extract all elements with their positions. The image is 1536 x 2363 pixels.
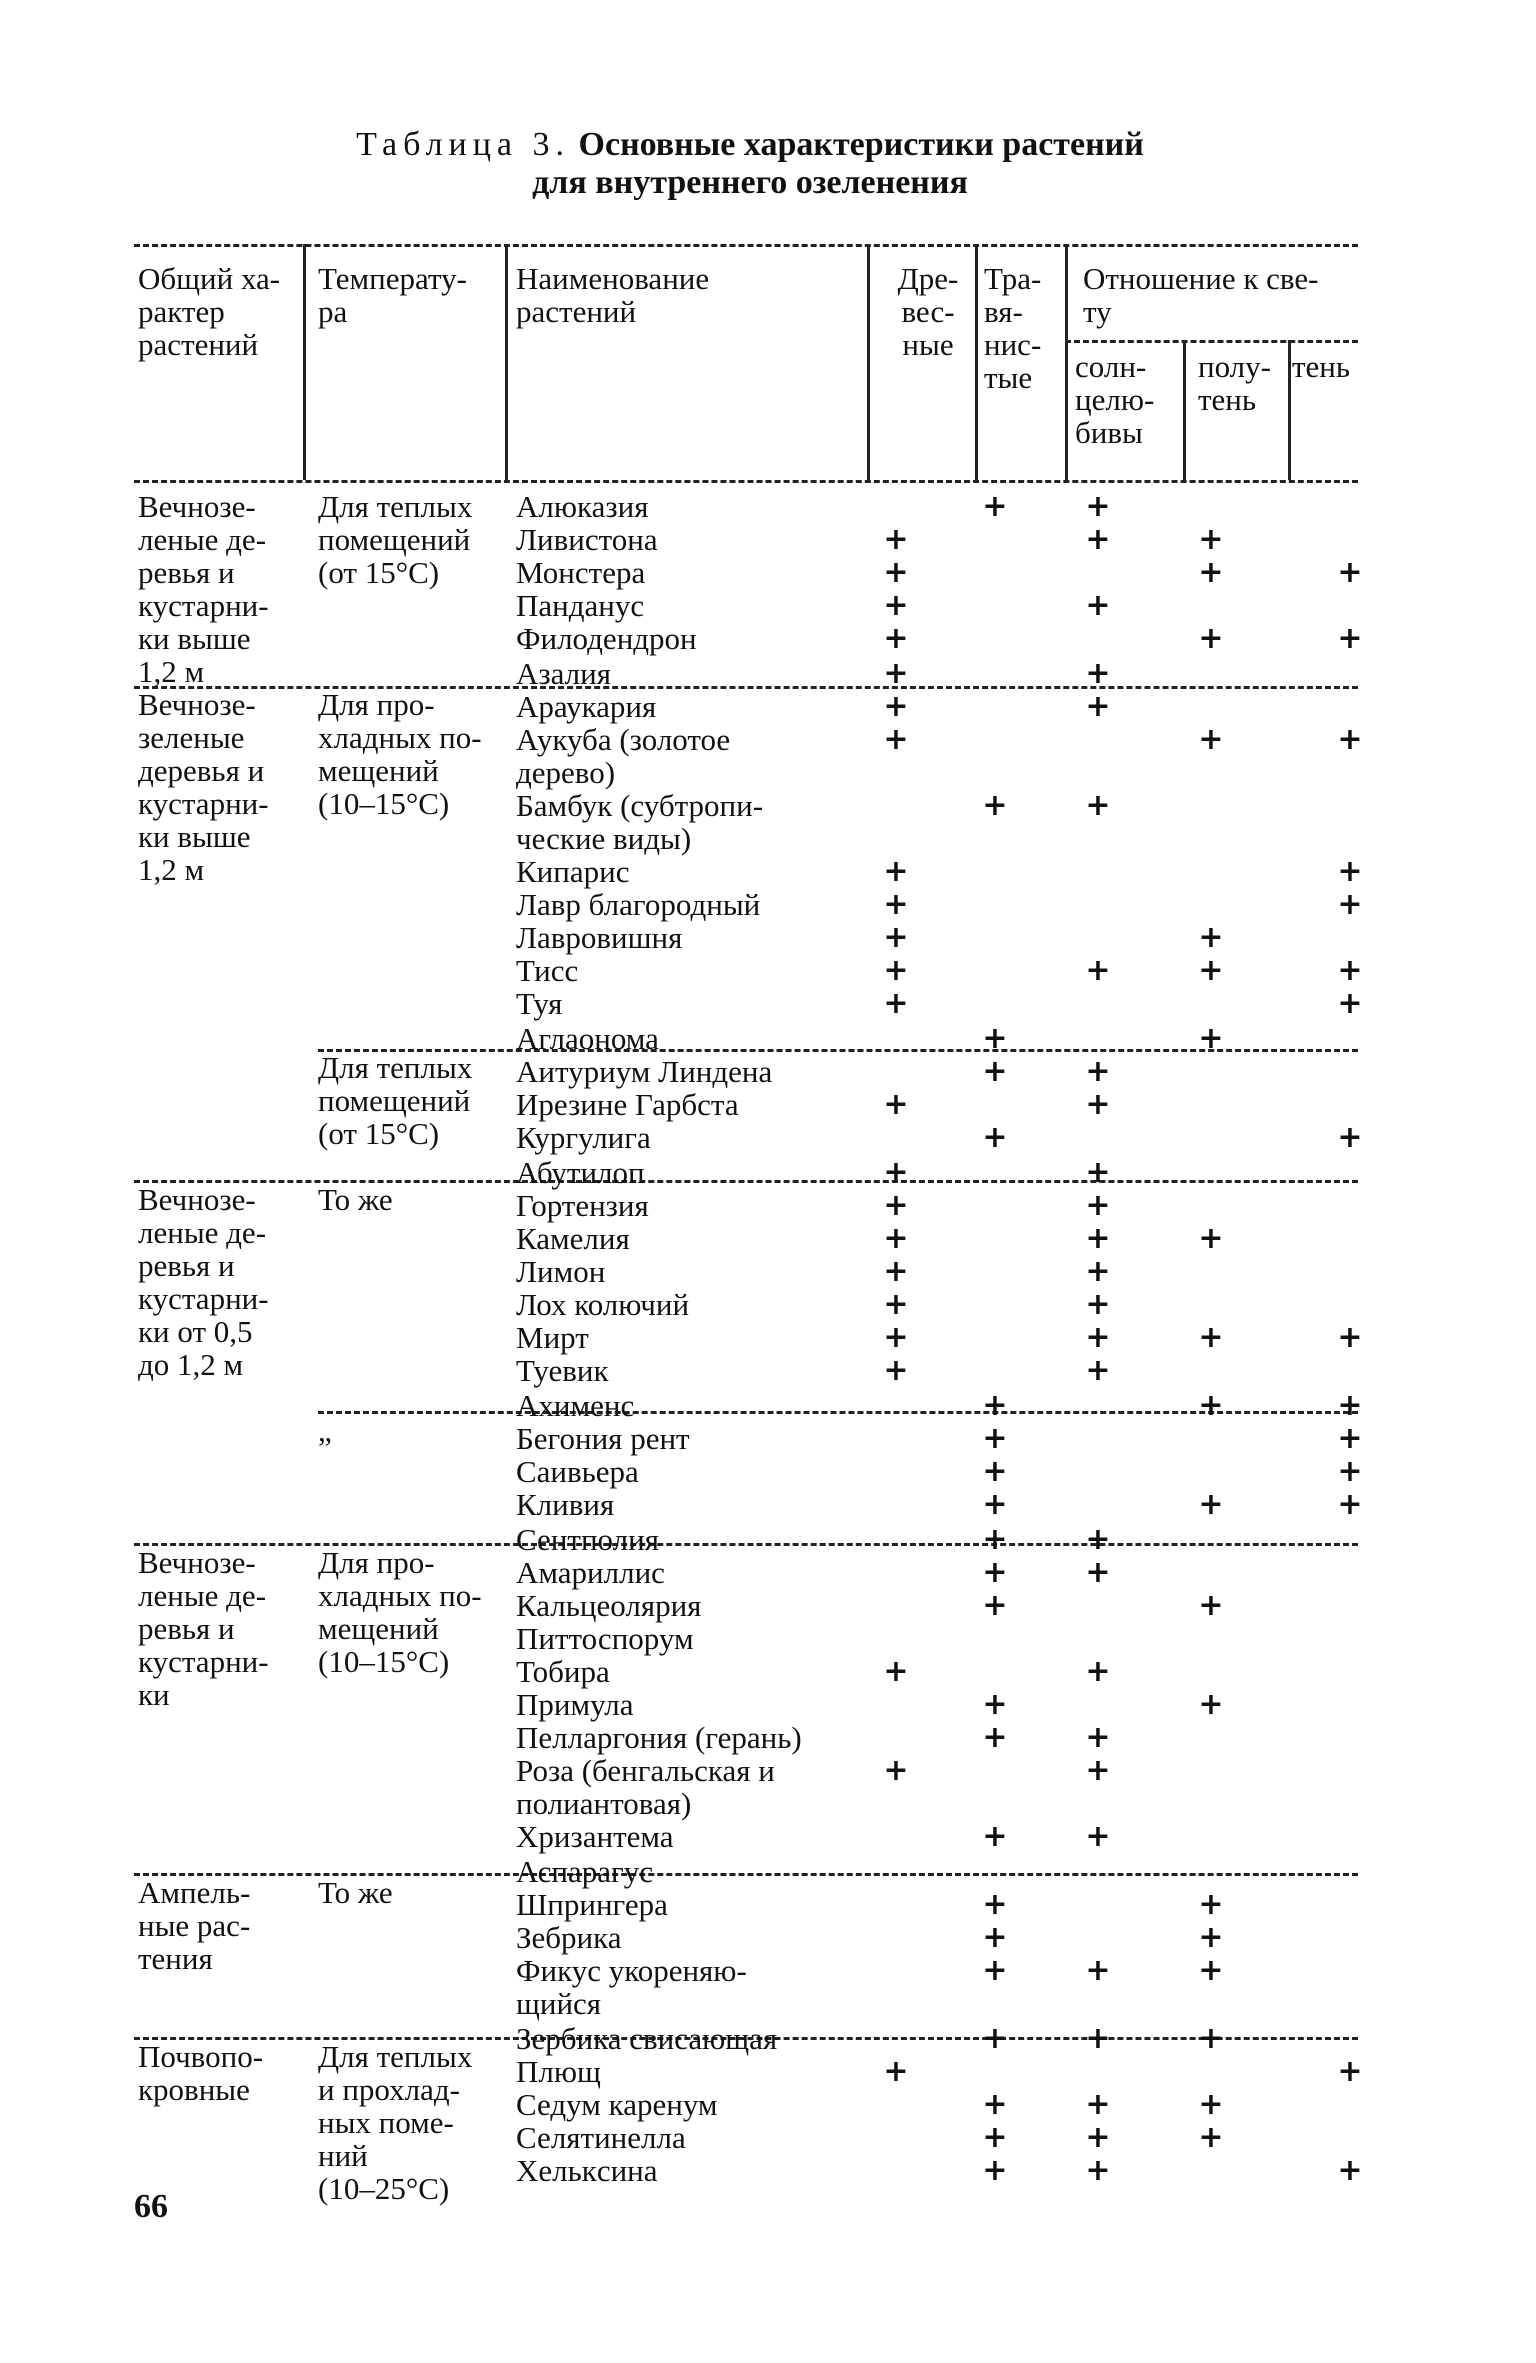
table-row [0,1455,1536,1488]
group-7-character: Ампель- ные рас- тения [138,1875,251,1976]
mark-herbaceous: + [982,1421,1008,1456]
mark-sun-loving: + [1085,1654,1111,1689]
table-row [0,1422,1536,1455]
table-row [0,1754,1536,1787]
header-sun-loving: солн- целю- бивы [1075,349,1155,450]
table-row [0,1121,1536,1154]
mark-woody: + [883,1254,909,1289]
mark-woody: + [883,1320,909,1355]
plant-name: Гортензия [516,1188,649,1223]
plant-name: Плющ [516,2054,601,2089]
mark-woody: + [883,722,909,757]
plant-name: полиантовая) [516,1786,692,1821]
plant-name: Мирт [516,1320,589,1355]
plant-name: Монстера [516,555,646,590]
table-row [0,1255,1536,1288]
header-divider-1 [303,244,306,480]
mark-shade: + [1337,1320,1363,1355]
header-divider-5 [1065,244,1068,480]
mark-sun-loving: + [1085,1087,1111,1122]
group-4-temperature: То же [318,1182,393,1217]
mark-sun-loving: + [1085,1819,1111,1854]
plant-name: Лавровишня [516,920,683,955]
mark-sun-loving: + [1085,2120,1111,2155]
header-woody: Дре- вес- ные [897,261,959,362]
mark-sun-loving: + [1085,1753,1111,1788]
table-row [0,888,1536,921]
plant-name: Амариллис [516,1555,665,1590]
header-bottom-rule [134,480,1358,483]
plant-name: Бамбук (субтропи- [516,788,764,823]
plant-name: Кургулига [516,1120,651,1155]
plant-name: Примула [516,1687,634,1722]
mark-sun-loving: + [1085,1221,1111,1256]
mark-part-shade: + [1198,1588,1224,1623]
mark-woody: + [883,621,909,656]
plant-name: Седум каренум [516,2087,718,2122]
mark-sun-loving: + [1085,1953,1111,1988]
table-row [0,855,1536,888]
mark-part-shade: + [1198,2021,1224,2056]
mark-shade: + [1337,621,1363,656]
mark-herbaceous: + [982,2153,1008,2188]
group-6-temperature: Для про- хладных по- мещений (10–15°С) [318,1545,482,1679]
mark-woody: + [883,656,909,691]
plant-name: Туевик [516,1353,609,1388]
table-row [0,723,1536,756]
table-row [0,1622,1536,1655]
mark-woody: + [883,1287,909,1322]
table-row [0,1022,1536,1055]
header-light-relation: Отношение к све- ту [1083,261,1319,329]
table-row [0,822,1536,855]
table-row [0,921,1536,954]
mark-herbaceous: + [982,1454,1008,1489]
mark-shade: + [1337,2054,1363,2089]
mark-sun-loving: + [1085,953,1111,988]
mark-woody: + [883,689,909,724]
mark-part-shade: + [1198,2120,1224,2155]
mark-woody: + [883,854,909,889]
plant-name: Фикус укореняю- [516,1953,747,1988]
mark-part-shade: + [1198,621,1224,656]
mark-sun-loving: + [1085,588,1111,623]
group-8-character: Почвопо- кровные [138,2039,264,2107]
table-row [0,1721,1536,1754]
table-row [0,756,1536,789]
mark-sun-loving: + [1085,1188,1111,1223]
mark-part-shade: + [1198,2087,1224,2122]
mark-sun-loving: + [1085,522,1111,557]
mark-herbaceous: + [982,1819,1008,1854]
plant-name: Туя [516,986,563,1021]
mark-sun-loving: + [1085,1320,1111,1355]
table-row [0,1820,1536,1853]
mark-sun-loving: + [1085,1155,1111,1190]
plant-name: Араукария [516,689,657,724]
table-row [0,523,1536,556]
plant-name: Алюказия [516,489,649,524]
header-divider-4 [975,244,978,480]
plant-name: Филодендрон [516,621,697,656]
header-temperature: Температу- ра [318,261,467,329]
mark-woody: + [883,1155,909,1190]
header-shade: тень [1292,349,1351,384]
mark-sun-loving: + [1085,1054,1111,1089]
table-row [0,1222,1536,1255]
mark-herbaceous: + [982,1487,1008,1522]
mark-part-shade: + [1198,953,1224,988]
mark-part-shade: + [1198,1887,1224,1922]
mark-shade: + [1337,1454,1363,1489]
table-row [0,657,1536,690]
mark-shade: + [1337,887,1363,922]
mark-woody: + [883,2054,909,2089]
header-divider-2 [505,244,508,480]
mark-sun-loving: + [1085,1522,1111,1557]
mark-shade: + [1337,555,1363,590]
mark-shade: + [1337,1120,1363,1155]
table-row [0,556,1536,589]
table-row [0,1921,1536,1954]
mark-shade: + [1337,722,1363,757]
plant-name: дерево) [516,755,616,790]
header-character: Общий ха- рактер растений [138,261,281,362]
plant-name: Ливистона [516,522,658,557]
plant-name: Панданус [516,588,645,623]
mark-herbaceous: + [982,2087,1008,2122]
table-row [0,1556,1536,1589]
mark-sun-loving: + [1085,788,1111,823]
mark-herbaceous: + [982,1887,1008,1922]
mark-sun-loving: + [1085,2153,1111,2188]
mark-part-shade: + [1198,1920,1224,1955]
mark-herbaceous: + [982,1054,1008,1089]
plant-name: Тобира [516,1654,610,1689]
group-4-character: Вечнозе- леные де- ревья и кустарни- ки от 0,5 до 1,2 м [138,1182,269,1382]
mark-herbaceous: + [982,1388,1008,1423]
mark-sun-loving: + [1085,1254,1111,1289]
mark-herbaceous: + [982,788,1008,823]
mark-woody: + [883,953,909,988]
mark-part-shade: + [1198,920,1224,955]
plant-name: Аитуриум Линдена [516,1054,773,1089]
mark-woody: + [883,588,909,623]
mark-sun-loving: + [1085,1353,1111,1388]
plant-name: Саивьера [516,1454,639,1489]
mark-part-shade: + [1198,1687,1224,1722]
group-2-temperature: Для про- хладных по- мещений (10–15°С) [318,687,482,821]
mark-woody: + [883,1654,909,1689]
plant-name: Аспарагус [516,1854,653,1889]
header-plant-name: Наименование растений [516,261,710,329]
mark-part-shade: + [1198,722,1224,757]
mark-shade: + [1337,2153,1363,2188]
plant-name: Аглаонома [516,1021,659,1056]
mark-woody: + [883,1188,909,1223]
table-row [0,2121,1536,2154]
group-1-character: Вечнозе- леные де- ревья и кустарни- ки выше 1,2 м [138,489,269,689]
mark-herbaceous: + [982,1120,1008,1155]
header-divider-3 [867,244,870,480]
mark-herbaceous: + [982,1555,1008,1590]
mark-herbaceous: + [982,1953,1008,1988]
mark-woody: + [883,522,909,557]
mark-shade: + [1337,1388,1363,1423]
table-row [0,1688,1536,1721]
mark-sun-loving: + [1085,489,1111,524]
header-divider-6 [1183,340,1186,480]
table-row [0,1655,1536,1688]
table-row [0,490,1536,523]
table-row [0,1523,1536,1556]
plant-name: Хризантема [516,1819,674,1854]
table-row [0,1589,1536,1622]
mark-shade: + [1337,854,1363,889]
mark-herbaceous: + [982,1920,1008,1955]
plant-name: Аукуба (золотое [516,722,731,757]
group-8-temperature: Для теплых и прохлад- ных поме- ний (10–25°С) [318,2039,473,2206]
table-row [0,589,1536,622]
mark-woody: + [883,1753,909,1788]
plant-name: Лох колючий [516,1287,690,1322]
mark-herbaceous: + [982,1522,1008,1557]
header-divider-7 [1288,340,1291,480]
mark-sun-loving: + [1085,1287,1111,1322]
group-3-temperature: Для теплых помещений (от 15°С) [318,1050,473,1151]
table-title-lead: Таблица 3. [356,126,571,163]
table-row [0,1987,1536,2020]
mark-herbaceous: + [982,1588,1008,1623]
table-title [340,126,1160,202]
table-row [0,1787,1536,1820]
table-row [0,622,1536,655]
table-row [0,987,1536,1020]
plant-name: щийся [516,1986,602,2021]
plant-name: Роза (бенгальская и [516,1753,775,1788]
plant-name: Питтоспорум [516,1621,694,1656]
mark-sun-loving: + [1085,1555,1111,1590]
plant-name: Ирезине Гарбста [516,1087,739,1122]
plant-name: ческие виды) [516,821,692,856]
plant-name: Пелларгония (герань) [516,1720,802,1755]
plant-name: Тисс [516,953,579,988]
plant-name: Бегония рент [516,1421,690,1456]
mark-part-shade: + [1198,522,1224,557]
mark-part-shade: + [1198,1021,1224,1056]
table-title-line2: для внутреннего озеленения [532,164,968,201]
table-row [0,1389,1536,1422]
mark-herbaceous: + [982,2021,1008,2056]
table-top-rule [134,244,1358,247]
plant-name: Лавр благородный [516,887,761,922]
table-row [0,1156,1536,1189]
table-row [0,2088,1536,2121]
mark-woody: + [883,1353,909,1388]
plant-name: Ахименс [516,1388,635,1423]
plant-name: Азалия [516,656,611,691]
table-row [0,1321,1536,1354]
plant-name: Абутилоп [516,1155,645,1190]
table-row [0,1288,1536,1321]
table-row [0,2055,1536,2088]
table-row [0,690,1536,723]
header-part-shade: полу- тень [1198,349,1271,417]
table-row [0,2022,1536,2055]
group-5-temperature: „ [318,1413,332,1448]
plant-name: Шпрингера [516,1887,668,1922]
mark-herbaceous: + [982,1021,1008,1056]
page-number: 66 [134,2188,168,2225]
header-herbaceous: Тра- вя- нис- тые [984,261,1042,395]
mark-woody: + [883,555,909,590]
group-6-character: Вечнозе- леные де- ревья и кустарни- ки [138,1545,269,1712]
table-row [0,1088,1536,1121]
table-row [0,1954,1536,1987]
mark-herbaceous: + [982,1687,1008,1722]
mark-herbaceous: + [982,1720,1008,1755]
group-7-temperature: То же [318,1875,393,1910]
mark-woody: + [883,986,909,1021]
table-row [0,1855,1536,1888]
plant-name: Кальцеолярия [516,1588,702,1623]
table-row [0,789,1536,822]
mark-shade: + [1337,1421,1363,1456]
table-title-line1: Основные характеристики растений [578,126,1144,163]
mark-sun-loving: + [1085,656,1111,691]
plant-name: Зербика свисающая [516,2021,778,2056]
table-row [0,1055,1536,1088]
mark-part-shade: + [1198,555,1224,590]
mark-part-shade: + [1198,1388,1224,1423]
mark-herbaceous: + [982,489,1008,524]
mark-sun-loving: + [1085,689,1111,724]
plant-name: Хелькcина [516,2153,658,2188]
mark-shade: + [1337,986,1363,1021]
table-row [0,1354,1536,1387]
mark-sun-loving: + [1085,2021,1111,2056]
plant-name: Лимон [516,1254,606,1289]
mark-part-shade: + [1198,1487,1224,1522]
mark-part-shade: + [1198,1953,1224,1988]
table-row [0,954,1536,987]
mark-shade: + [1337,1487,1363,1522]
mark-part-shade: + [1198,1320,1224,1355]
group-1-temperature: Для теплых помещений (от 15°С) [318,489,473,590]
mark-woody: + [883,887,909,922]
plant-name: Селятинелла [516,2120,686,2155]
plant-name: Кливия [516,1487,615,1522]
table-row [0,2154,1536,2187]
mark-woody: + [883,1087,909,1122]
table-row [0,1488,1536,1521]
plant-name: Кипарис [516,854,630,889]
mark-sun-loving: + [1085,2087,1111,2122]
table-row [0,1189,1536,1222]
mark-woody: + [883,920,909,955]
mark-part-shade: + [1198,1221,1224,1256]
table-row [0,1888,1536,1921]
mark-herbaceous: + [982,2120,1008,2155]
light-subheader-rule [1065,340,1358,343]
mark-shade: + [1337,953,1363,988]
plant-name: Зебрика [516,1920,622,1955]
plant-name: Сентполия [516,1522,659,1557]
mark-sun-loving: + [1085,1720,1111,1755]
mark-woody: + [883,1221,909,1256]
group-2-character: Вечнозе- зеленые деревья и кустарни- ки выше 1,2 м [138,687,269,887]
plant-name: Камелия [516,1221,630,1256]
